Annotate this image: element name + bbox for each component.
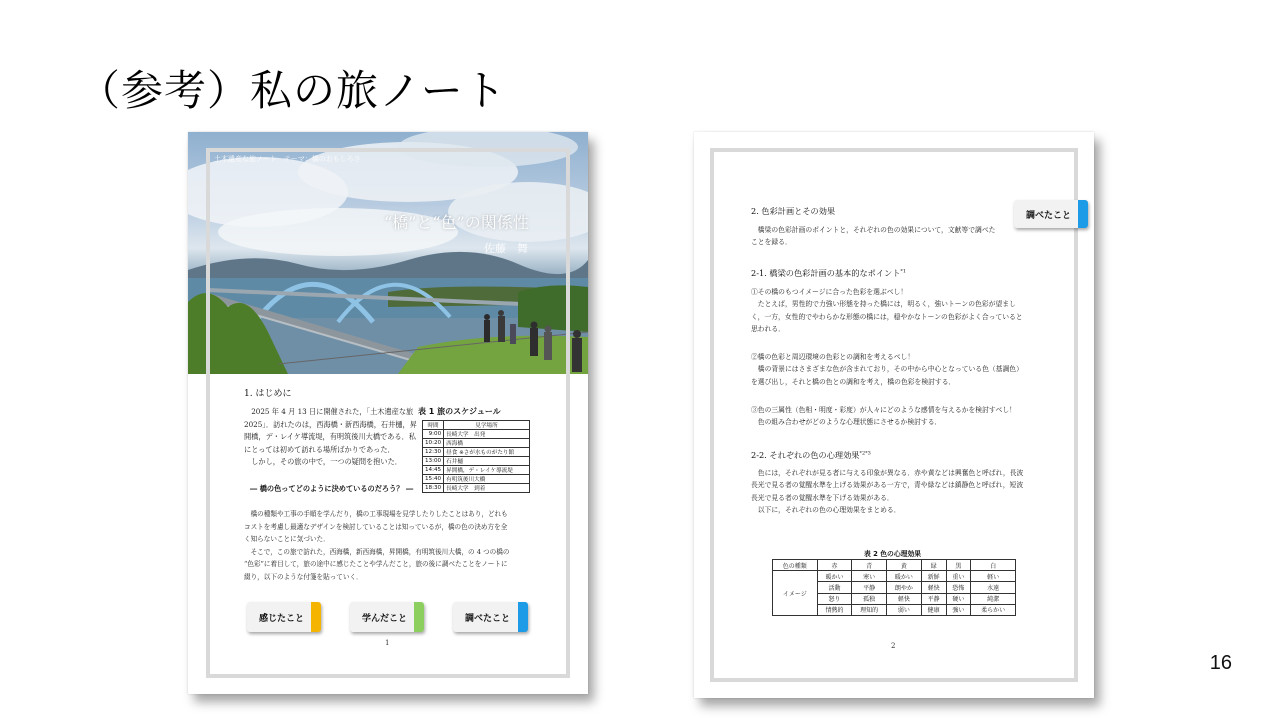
point-line: たとえば，男性的で力強い形態を持った橋には，明るく，強いトーンの色彩が望まし — [751, 300, 1016, 309]
table-header-cell: 時間 — [423, 421, 444, 430]
body-line: コストを考慮し最適なデザインを検討していることは知っているが，橋の色の決め方を全 — [244, 522, 508, 531]
paragraph-line: 以下に，それぞれの色の心理効果をまとめる． — [751, 506, 901, 515]
paragraph-line: 色には，それぞれが見る者に与える印象が異なる．赤や黄などは興奮色と呼ばれ，長波 — [751, 469, 1024, 477]
row-label: イメージ — [773, 571, 818, 616]
travel-note-page-1 — [188, 132, 588, 694]
yellow-stripe-icon — [311, 602, 321, 632]
schedule-caption: 表 1 旅のスケジュール — [418, 407, 501, 416]
tab-label: 感じたこと — [259, 613, 305, 624]
table-cell: 健康 — [921, 604, 946, 615]
page-number: 2 — [891, 642, 896, 650]
table-cell: 孤独 — [852, 593, 887, 604]
key-question: ― 橋の色ってどのように決めているのだろう？ ― — [250, 484, 414, 493]
table-row — [423, 448, 530, 457]
green-stripe-icon — [414, 602, 424, 632]
table-cell: 軽快 — [921, 582, 946, 593]
point-title: ①その橋のもつイメージに合った色彩を選ぶべし！ — [751, 288, 908, 296]
table-row — [423, 484, 530, 493]
body-line: “色彩”に着目して，旅の途中に感じたことや学んだこと，旅の後に調べたことをノートに — [244, 560, 508, 569]
table-cell: 恐怖 — [946, 582, 971, 593]
time-cell: 12:30 — [423, 448, 444, 457]
intro-paragraph — [244, 406, 420, 469]
paragraph-line: 長光で見る者の覚醒水準を上げる効果がある一方で，青や緑などは鎮静色と呼ばれ，短波 — [751, 481, 1024, 490]
paragraph-line: 長光で見る者の覚醒水準を下げる効果がある． — [751, 493, 894, 502]
time-cell: 15:40 — [423, 475, 444, 484]
table-header-cell: 黄 — [887, 560, 922, 571]
table-row — [423, 439, 530, 448]
table-header-cell: 青 — [852, 560, 887, 571]
table-header-row — [423, 421, 530, 430]
subsection-title: 2-1. 橋梁の色彩計画の基本的なポイント — [751, 268, 901, 278]
table-cell: 寒い — [852, 571, 887, 582]
schedule-table — [422, 420, 530, 493]
table-row — [423, 466, 530, 475]
table-cell: 平静 — [852, 582, 887, 593]
tab-label: 調べたこと — [465, 613, 511, 624]
intro-line: 2025 年 4 月 13 日に開催された，「土木遺産な旅 — [244, 407, 414, 416]
intro-line: にとっては初めて訪れる場所ばかりであった． — [244, 444, 395, 454]
time-cell: 14:45 — [423, 466, 444, 475]
table-cell: 軽い — [971, 571, 1016, 582]
table-cell: 暖かい — [817, 571, 852, 582]
tab-label: 調べたこと — [1026, 210, 1072, 221]
time-cell: 10:20 — [423, 439, 444, 448]
reference-mark: *2*3 — [859, 450, 871, 457]
point-2 — [751, 351, 1051, 388]
section-heading: 2. 色彩計画とその効果 — [751, 206, 836, 216]
tab-felt[interactable] — [247, 602, 321, 632]
table-cell: 怒り — [817, 593, 852, 604]
note-author: 佐藤 舞 — [484, 242, 528, 255]
bridge-scene-illustration — [188, 132, 588, 374]
point-line: く，一方，女性的でやわらかな形態の橋には，穏やかなトーンの色彩がよく合っていると — [751, 312, 1023, 321]
tab-researched[interactable] — [453, 602, 528, 632]
subsection-heading — [751, 450, 871, 461]
table-header-cell: 見学場所 — [444, 421, 530, 430]
color-psychology-table — [772, 559, 1016, 616]
intro-line: ことを録る． — [751, 238, 792, 247]
intro-line: 2025」．訪れたのは，西海橋・新西海橋，石井樋，昇 — [244, 419, 417, 429]
subsection-heading — [751, 268, 906, 279]
body-line: 橋の種類や工事の手順を学んだり，橋の工事現場を見学したりしたことはあり，どれも — [244, 510, 508, 518]
slide-title: （参考）私の旅ノート — [78, 66, 507, 115]
time-cell: 9:00 — [423, 430, 444, 439]
intro-paragraph — [751, 224, 1031, 249]
table-cell: 活動 — [817, 582, 852, 593]
page-number: 1 — [385, 639, 390, 647]
table-cell: 重い — [946, 571, 971, 582]
table-header-cell: 赤 — [817, 560, 852, 571]
place-cell: 長崎大学 到着 — [444, 484, 530, 493]
point-3 — [751, 404, 1051, 429]
table-row — [423, 457, 530, 466]
slide-number: 16 — [1209, 652, 1232, 674]
table-header-cell: 色の種類 — [773, 560, 818, 571]
note-title: “橋”と“色”の関係性 — [384, 213, 529, 232]
point-1 — [751, 286, 1051, 336]
tab-learned[interactable] — [350, 602, 424, 632]
table-row — [423, 430, 530, 439]
table-header-cell: 白 — [971, 560, 1016, 571]
place-cell: 西海橋 — [444, 439, 530, 448]
table-cell: 新鮮 — [921, 571, 946, 582]
blue-stripe-icon — [1078, 200, 1088, 228]
time-cell: 13:00 — [423, 457, 444, 466]
intro-line: 橋梁の色彩計画のポイントと，それぞれの色の効果について，文献等で調べた — [751, 226, 996, 234]
body-line: 綴り，以下のような付箋を貼っていく． — [244, 572, 363, 581]
table-cell: 水遠 — [971, 582, 1016, 593]
table-caption: 表 2 色の心理効果 — [864, 550, 922, 558]
blue-stripe-icon — [518, 602, 528, 632]
reference-mark: *1 — [900, 268, 907, 275]
table-header-row — [773, 560, 1016, 571]
intro-line: 開橋，デ・レイケ導流堤，有明筑後川大橋である．私 — [244, 432, 416, 442]
table-row — [773, 571, 1016, 582]
table-cell: 硬い — [946, 593, 971, 604]
bridge-photo — [188, 132, 588, 374]
table-cell: 純潔 — [971, 593, 1016, 604]
table-row — [423, 475, 530, 484]
place-cell: 石井樋 — [444, 457, 530, 466]
table-cell: 弱い — [887, 604, 922, 615]
point-title: ③色の三属性（色相・明度・彩度）が人々にどのような感情を与えるかを検討すべし！ — [751, 406, 1016, 414]
note-header: 土木遺産な旅ノート テーマ：橋のおもしろさ — [214, 155, 361, 163]
tab-label: 学んだこと — [362, 613, 408, 624]
table-cell: 強い — [946, 604, 971, 615]
table-cell: 理知的 — [852, 604, 887, 615]
table-cell: 情熱的 — [817, 604, 852, 615]
table-header-cell: 黒 — [946, 560, 971, 571]
place-cell: 長崎大学 出発 — [444, 430, 530, 439]
table-cell: 朗やか — [887, 582, 922, 593]
point-line: 思われる． — [751, 325, 785, 334]
time-cell: 18:30 — [423, 484, 444, 493]
point-line: を選び出し，それと橋の色との調和を考え，橋の色彩を検討する． — [751, 377, 956, 386]
place-cell: 昇開橋，デ・レイケ導流堤 — [444, 466, 530, 475]
body-paragraph — [244, 508, 544, 584]
table-cell: 柔らかい — [971, 604, 1016, 615]
body-line: そこで，この旅で訪れた，西海橋，新西海橋，昇開橋，有明筑後川大橋，の 4 つの橋の — [244, 547, 510, 556]
section-heading: 1. はじめに — [244, 389, 292, 399]
body-line: く知らないことに気づいた． — [244, 535, 330, 544]
travel-note-page-2 — [694, 132, 1094, 698]
psychology-paragraph — [751, 467, 1051, 517]
table-header-cell: 緑 — [921, 560, 946, 571]
point-line: 橋の背景にはさまざまな色が含まれており，その中から中心となっている色（基調色） — [751, 365, 1023, 374]
table-cell: 平静 — [921, 593, 946, 604]
intro-line: しかし，その旅の中で，一つの疑問を抱いた． — [244, 457, 402, 467]
table-cell: 軽快 — [887, 593, 922, 604]
place-cell: 有明筑後川大橋 — [444, 475, 530, 484]
point-line: 色の組み合わせがどのような心理状態にさせるか検討する． — [751, 418, 942, 427]
subsection-title: 2-2. それぞれの色の心理効果 — [751, 450, 860, 460]
table-cell: 暖かい — [887, 571, 922, 582]
place-cell: 昼食 ※さが水ものがたり館 — [444, 448, 530, 457]
point-title: ②橋の色彩と周辺環境の色彩との調和を考えるべし！ — [751, 353, 915, 361]
